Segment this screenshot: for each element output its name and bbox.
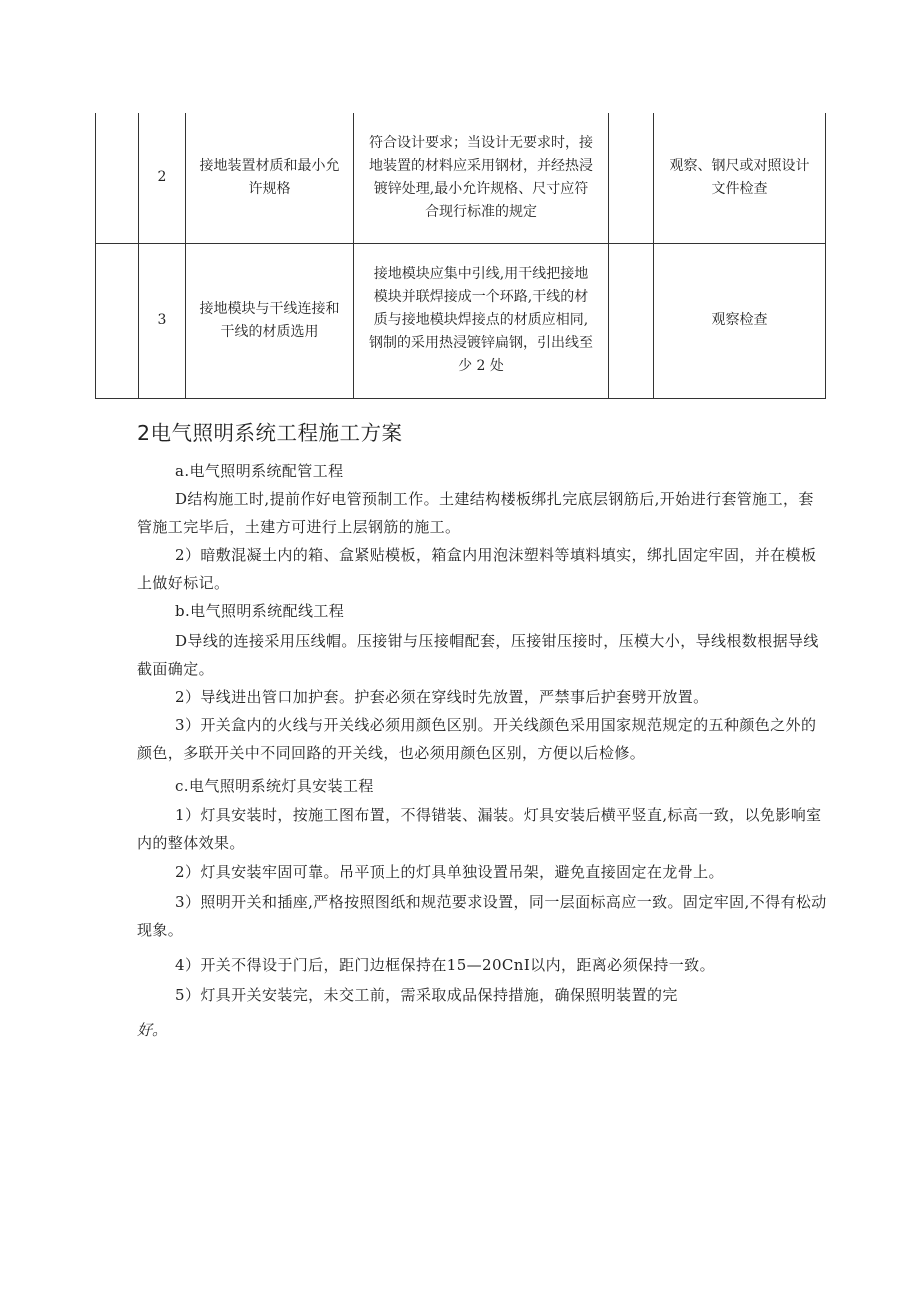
- paragraph: 5）灯具开关安装完，未交工前，需采取成品保持措施，确保照明装置的完: [175, 986, 678, 1004]
- paragraph: 1）灯具安装时，按施工图布置，不得错装、漏装。灯具安装后横平竖直,标高一致，以免影响室内的整体效果。: [137, 806, 822, 852]
- paragraph: D结构施工时,提前作好电管预制工作。土建结构楼板绑扎完底层钢筋后,开始进行套管施工，套管施工完毕后，土建方可进行上层钢筋的施工。: [137, 490, 814, 536]
- paragraph: 2）导线进出管口加护套。护套必须在穿线时先放置，严禁事后护套劈开放置。: [175, 688, 709, 706]
- subsection-heading: a.电气照明系统配管工程: [175, 462, 344, 480]
- paragraph: 2）灯具安装牢固可靠。吊平顶上的灯具单独设置吊架，避免直接固定在龙骨上。: [175, 863, 724, 881]
- inspection-table: [95, 113, 826, 399]
- check-item: 接地装置材质和最小允 许规格: [186, 113, 354, 243]
- blank-cell: [609, 243, 654, 398]
- requirement: 接地模块应集中引线,用干线把接地 模块并联焊接成一个环路,干线的材 质与接地模块焊接点的材质应相同, 钢制的采用热浸镀锌扁钢，引出线至 少 2 处: [354, 243, 609, 398]
- paragraph-tail: 好。: [137, 1021, 168, 1039]
- paragraph: 4）开关不得设于门后，距门边框保持在15—20CnI以内，距离必须保持一致。: [175, 956, 715, 974]
- row-number: 3: [139, 243, 186, 398]
- paragraph: 2）暗敷混凝土内的箱、盒紧贴模板，箱盒内用泡沫塑料等填料填实，绑扎固定牢固，并在模板上做好标记。: [137, 546, 817, 592]
- subsection-heading: c.电气照明系统灯具安装工程: [175, 777, 374, 795]
- section-title: 2电气照明系统工程施工方案: [137, 421, 403, 445]
- subsection-heading: b.电气照明系统配线工程: [175, 602, 345, 620]
- paragraph: 3）开关盒内的火线与开关线必须用颜色区别。开关线颜色采用国家规范规定的五种颜色之外的颜色，多联开关中不同回路的开关线，也必须用颜色区别，方便以后检修。: [137, 716, 817, 762]
- check-method: 观察、钢尺或对照设计 文件检查: [654, 113, 826, 243]
- check-item: 接地模块与干线连接和 干线的材质选用: [186, 243, 354, 398]
- paragraph: D导线的连接采用压线帽。压接钳与压接帽配套，压接钳压接时，压模大小，导线根数根据导线截面确定。: [137, 632, 819, 678]
- blank-cell: [609, 113, 654, 243]
- table-row: [96, 243, 826, 398]
- row-number: 2: [139, 113, 186, 243]
- requirement: 符合设计要求；当设计无要求时，接 地装置的材料应采用钢材，并经热浸 镀锌处理,最小允许规格、尺寸应符 合现行标准的规定: [354, 113, 609, 243]
- blank-cell: [96, 243, 139, 398]
- blank-cell: [96, 113, 139, 243]
- table-row: [96, 113, 826, 243]
- paragraph: 3）照明开关和插座,严格按照图纸和规范要求设置，同一层面标高应一致。固定牢固,不得有松动现象。: [137, 893, 827, 939]
- check-method: 观察检查: [654, 243, 826, 398]
